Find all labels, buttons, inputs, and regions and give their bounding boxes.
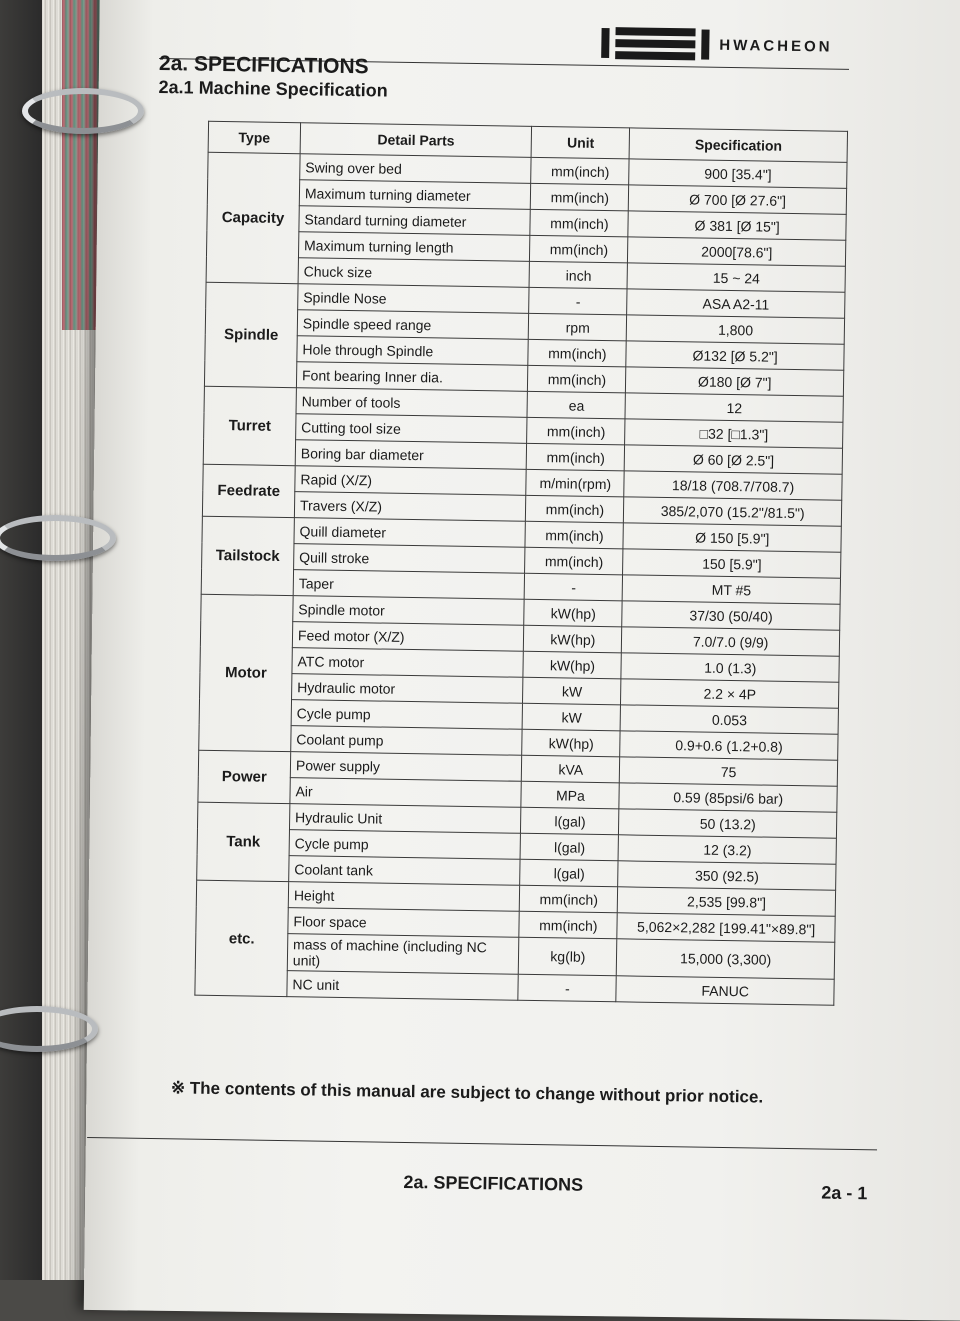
value-cell: □32 [□1.3"]	[625, 419, 843, 448]
part-cell: Font bearing Inner dia.	[296, 362, 528, 392]
unit-cell: kW(hp)	[523, 651, 621, 679]
group-label: Power	[198, 750, 291, 803]
unit-cell: mm(inch)	[531, 157, 629, 185]
part-cell: mass of machine (including NC unit)	[287, 934, 519, 975]
unit-cell: mm(inch)	[525, 521, 623, 549]
value-cell: 0.9+0.6 (1.2+0.8)	[620, 731, 838, 760]
value-cell: 15 ~ 24	[627, 263, 845, 292]
part-cell: Chuck size	[298, 258, 530, 288]
value-cell: 12	[625, 393, 843, 422]
value-cell: 2.2 × 4P	[621, 679, 839, 708]
unit-cell: mm(inch)	[526, 495, 624, 523]
unit-cell: kW(hp)	[524, 599, 622, 627]
unit-cell: MPa	[521, 781, 619, 809]
value-cell: 385/2,070 (15.2"/81.5")	[624, 497, 842, 526]
part-cell: Cycle pump	[291, 700, 523, 730]
group-label: etc.	[195, 880, 289, 996]
part-cell: Boring bar diameter	[295, 440, 527, 470]
unit-cell: m/min(rpm)	[526, 469, 624, 497]
part-cell: Air	[290, 778, 522, 808]
unit-cell: mm(inch)	[519, 911, 617, 939]
value-cell: 50 (13.2)	[619, 809, 837, 838]
page-content	[140, 0, 900, 1291]
part-cell: Floor space	[288, 908, 520, 938]
brand-logo	[601, 25, 852, 65]
group-label: Tank	[197, 802, 290, 881]
unit-cell: inch	[529, 261, 627, 289]
part-cell: Spindle motor	[293, 596, 525, 626]
unit-cell: mm(inch)	[527, 443, 625, 471]
part-cell: Cutting tool size	[296, 414, 528, 444]
part-cell: Rapid (X/Z)	[295, 466, 527, 496]
value-cell: Ø 700 [Ø 27.6"]	[629, 185, 847, 214]
group-label: Tailstock	[201, 516, 294, 595]
brand-name: HWACHEON	[719, 36, 833, 56]
group-label: Feedrate	[202, 464, 295, 517]
value-cell: 5,062×2,282 [199.41"×89.8"]	[617, 913, 835, 942]
unit-cell: mm(inch)	[525, 547, 623, 575]
value-cell: Ø180 [Ø 7"]	[626, 367, 844, 396]
value-cell: 2,535 [99.8"]	[618, 887, 836, 916]
section-title: 2a. SPECIFICATIONS	[158, 51, 369, 79]
unit-cell: -	[525, 573, 623, 601]
value-cell: 0.053	[620, 705, 838, 734]
part-cell: Hole through Spindle	[297, 336, 529, 366]
footer-title: 2a. SPECIFICATIONS	[403, 1171, 584, 1195]
value-cell: 12 (3.2)	[618, 835, 836, 864]
value-cell: MT #5	[622, 575, 840, 604]
part-cell: NC unit	[287, 971, 519, 1001]
unit-cell: kW(hp)	[524, 625, 622, 653]
value-cell: 75	[620, 757, 838, 786]
part-cell: Quill diameter	[294, 518, 526, 548]
value-cell: 1.0 (1.3)	[621, 653, 839, 682]
value-cell: 2000[78.6"]	[628, 237, 846, 266]
header-type: Type	[208, 121, 300, 153]
unit-cell: -	[529, 287, 627, 315]
unit-cell: kW(hp)	[522, 729, 620, 757]
brand-logo-mark	[601, 27, 709, 61]
value-cell: Ø 60 [Ø 2.5"]	[625, 445, 843, 474]
value-cell: FANUC	[616, 976, 834, 1005]
value-cell: 0.59 (85psi/6 bar)	[619, 783, 837, 812]
part-cell: Travers (X/Z)	[294, 492, 526, 522]
part-cell: Height	[288, 882, 520, 912]
footer-rule	[87, 1137, 877, 1150]
unit-cell: mm(inch)	[528, 365, 626, 393]
unit-cell: l(gal)	[520, 859, 618, 887]
unit-cell: l(gal)	[521, 807, 619, 835]
value-cell: 350 (92.5)	[618, 861, 836, 890]
value-cell: 15,000 (3,300)	[617, 939, 835, 979]
value-cell: Ø132 [Ø 5.2"]	[626, 341, 844, 370]
part-cell: Maximum turning length	[298, 232, 530, 262]
header-specification: Specification	[629, 128, 847, 162]
notice-text: ※ The contents of this manual are subject to change without prior notice.	[170, 1078, 764, 1107]
part-cell: Hydraulic Unit	[289, 804, 521, 834]
subsection-title: 2a.1 Machine Specification	[158, 76, 388, 101]
part-cell: Spindle speed range	[297, 310, 529, 340]
part-cell: Feed motor (X/Z)	[292, 622, 524, 652]
value-cell: Ø 381 [Ø 15"]	[628, 211, 846, 240]
value-cell: 150 [5.9"]	[623, 549, 841, 578]
part-cell: Quill stroke	[294, 544, 526, 574]
unit-cell: -	[518, 974, 616, 1002]
group-label: Spindle	[204, 282, 298, 387]
header-unit: Unit	[531, 126, 629, 159]
part-cell: Coolant tank	[289, 856, 521, 886]
part-cell: Hydraulic motor	[291, 674, 523, 704]
unit-cell: mm(inch)	[527, 417, 625, 445]
unit-cell: kW	[523, 677, 621, 705]
unit-cell: mm(inch)	[530, 235, 628, 263]
part-cell: ATC motor	[292, 648, 524, 678]
group-label: Capacity	[206, 152, 300, 283]
header-detail-parts: Detail Parts	[300, 123, 532, 158]
value-cell: ASA A2-11	[627, 289, 845, 318]
table-body	[195, 152, 847, 1005]
unit-cell: ea	[527, 391, 625, 419]
unit-cell: mm(inch)	[530, 209, 628, 237]
value-cell: 37/30 (50/40)	[622, 601, 840, 630]
unit-cell: rpm	[529, 313, 627, 341]
part-cell: Number of tools	[296, 388, 528, 418]
unit-cell: mm(inch)	[520, 885, 618, 913]
part-cell: Maximum turning diameter	[299, 180, 531, 210]
unit-cell: kVA	[522, 755, 620, 783]
group-label: Turret	[203, 386, 296, 465]
unit-cell: kg(lb)	[519, 937, 618, 976]
part-cell: Taper	[293, 570, 525, 600]
unit-cell: kW	[522, 703, 620, 731]
part-cell: Spindle Nose	[298, 284, 530, 314]
group-label: Motor	[199, 594, 293, 751]
specification-table	[194, 121, 848, 1006]
page-number: 2a - 1	[821, 1182, 868, 1204]
unit-cell: l(gal)	[520, 833, 618, 861]
part-cell: Coolant pump	[291, 726, 523, 756]
unit-cell: mm(inch)	[528, 339, 626, 367]
part-cell: Cycle pump	[289, 830, 521, 860]
value-cell: 7.0/7.0 (9/9)	[622, 627, 840, 656]
unit-cell: mm(inch)	[531, 183, 629, 211]
part-cell: Power supply	[290, 752, 522, 782]
value-cell: 1,800	[627, 315, 845, 344]
part-cell: Standard turning diameter	[299, 206, 531, 236]
value-cell: Ø 150 [5.9"]	[623, 523, 841, 552]
value-cell: 18/18 (708.7/708.7)	[624, 471, 842, 500]
value-cell: 900 [35.4"]	[629, 159, 847, 188]
binder-ring-top	[22, 88, 144, 134]
part-cell: Swing over bed	[300, 154, 532, 184]
